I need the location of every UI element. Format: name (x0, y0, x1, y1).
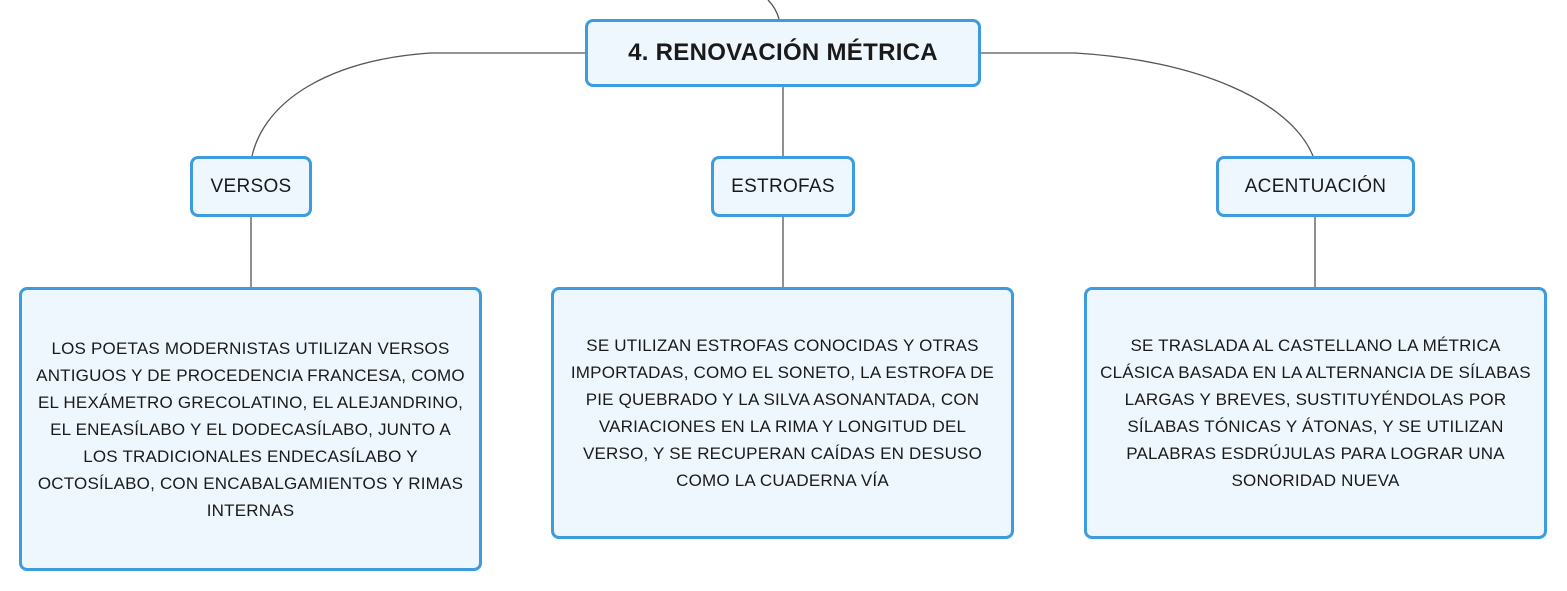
connector-root-to-versos (252, 53, 585, 156)
connector-parent-to-root (768, 0, 779, 19)
branch-node-versos-label: VERSOS (210, 175, 292, 197)
detail-node-acentuacion-text: SE TRASLADA AL CASTELLANO LA MÉTRICA CLÁSICA BASADA EN LA ALTERNANCIA DE SÍLABAS LARGAS Y BREVES, SUSTITUYÉNDOLAS POR SÍLABAS TÓNICAS Y ÁTONAS, Y SE UTILIZAN PALABRAS ESDRÚJULAS PARA LOGRAR UNA SONORIDAD NUEVA (1100, 336, 1531, 490)
detail-node-estrofas[interactable] (551, 287, 1014, 539)
connector-root-to-acentuacion (981, 53, 1313, 156)
detail-node-versos[interactable] (19, 287, 482, 571)
detail-node-versos-text: LOS POETAS MODERNISTAS UTILIZAN VERSOS ANTIGUOS Y DE PROCEDENCIA FRANCESA, COMO EL HEXÁMETRO GRECOLATINO, EL ALEJANDRINO, EL ENEASÍLABO Y EL DODECASÍLABO, JUNTO A LOS TRADICIONALES ENDECASÍLABO Y OCTOSÍLABO, CON ENCABALGAMIENTOS Y RIMAS INTERNAS (36, 338, 465, 520)
branch-node-estrofas[interactable] (711, 156, 855, 217)
branch-node-estrofas-label: ESTROFAS (731, 175, 835, 197)
branch-node-versos[interactable] (190, 156, 312, 217)
branch-node-acentuacion[interactable] (1216, 156, 1415, 217)
branch-node-acentuacion-label: ACENTUACIÓN (1244, 175, 1387, 197)
root-node-label: 4. RENOVACIÓN MÉTRICA (628, 39, 938, 66)
detail-node-estrofas-text: SE UTILIZAN ESTROFAS CONOCIDAS Y OTRAS IMPORTADAS, COMO EL SONETO, LA ESTROFA DE PIE QUEBRADO Y LA SILVA ASONANTADA, CON VARIACIONES EN LA RIMA Y LONGITUD DEL VERSO, Y SE RECUPERAN CAÍDAS EN DESUSO COMO LA CUADERNA VÍA (570, 336, 995, 490)
detail-node-acentuacion[interactable] (1084, 287, 1547, 539)
root-node[interactable] (585, 19, 981, 87)
